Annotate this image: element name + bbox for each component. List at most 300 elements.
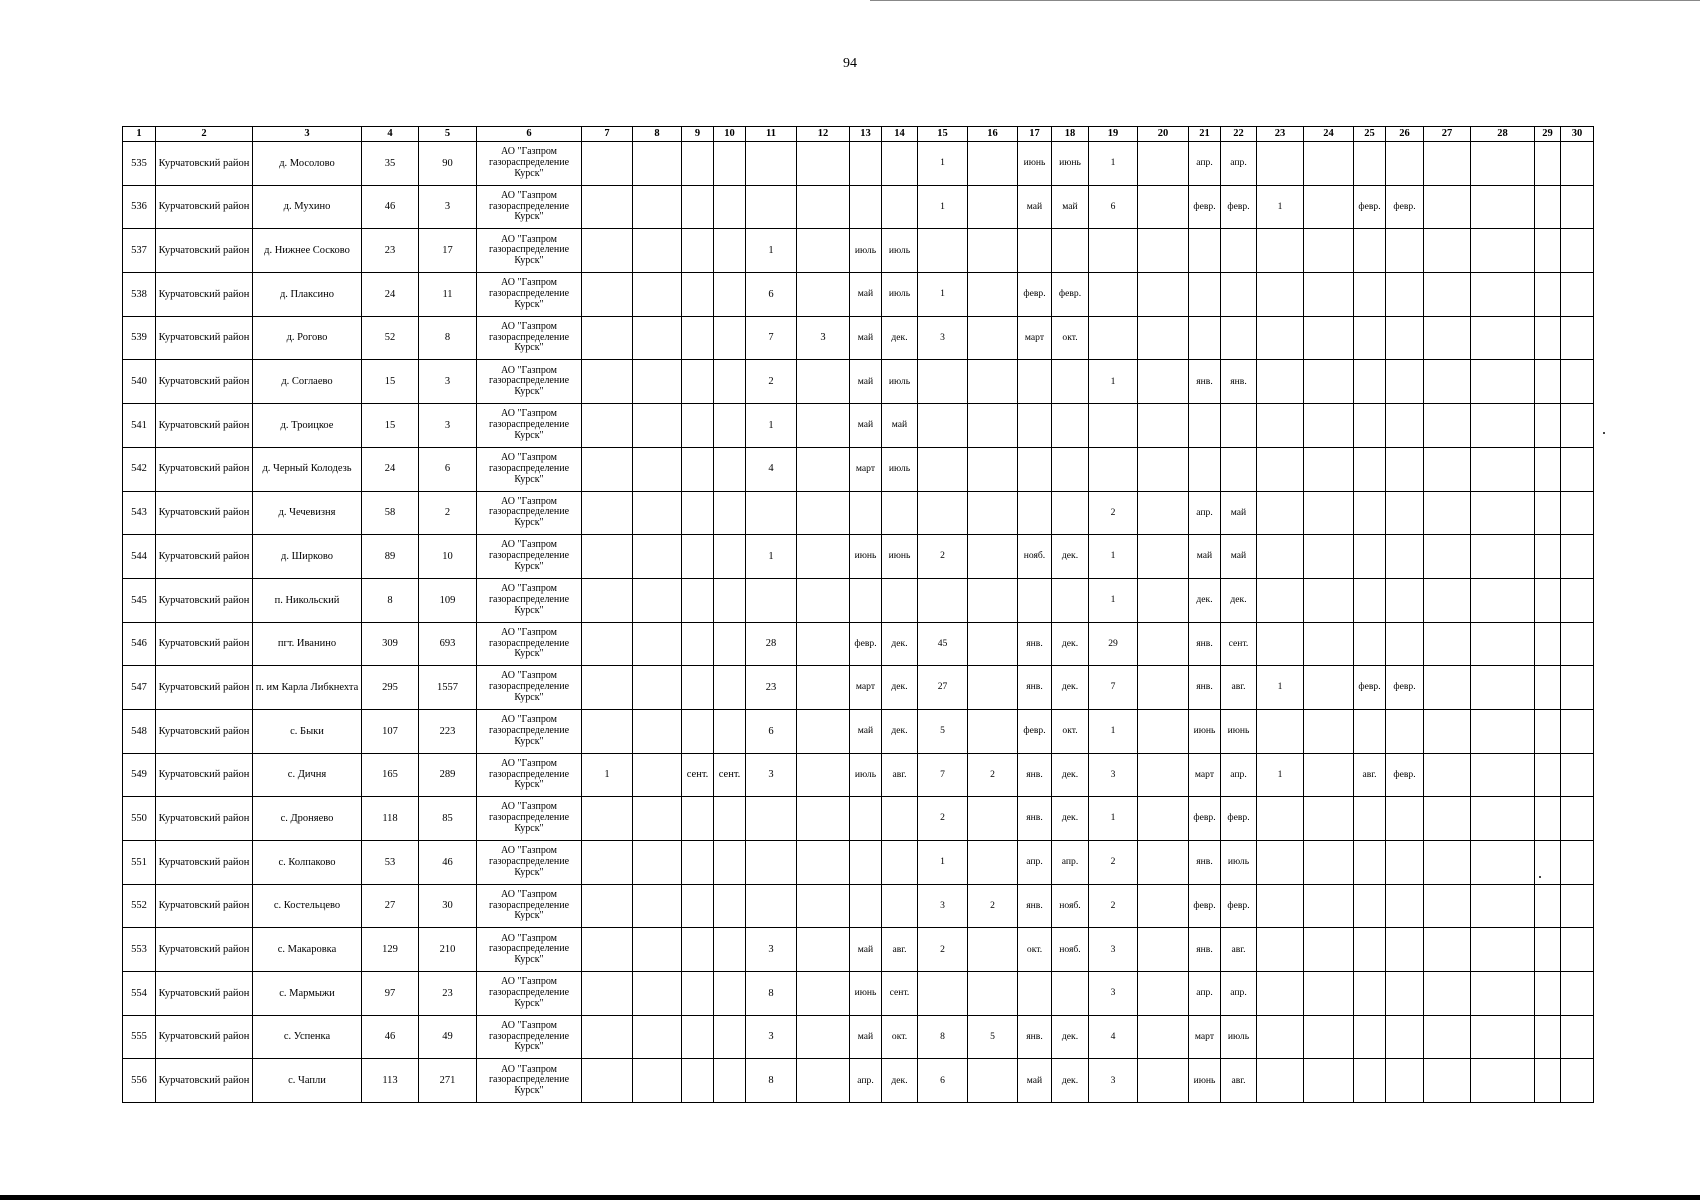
- table-cell: 58: [362, 491, 419, 535]
- table-cell: [1561, 316, 1594, 360]
- table-cell: 2: [419, 491, 477, 535]
- table-cell: [1471, 229, 1535, 273]
- table-cell: [682, 1059, 714, 1103]
- column-header-5: 5: [419, 127, 477, 142]
- table-cell: дек.: [1189, 578, 1221, 622]
- table-cell: с. Колпаково: [253, 841, 362, 885]
- table-cell: [682, 797, 714, 841]
- table-cell: май: [850, 709, 882, 753]
- column-header-15: 15: [918, 127, 968, 142]
- table-cell: [968, 709, 1018, 753]
- table-cell: Курчатовский район: [156, 447, 253, 491]
- table-cell: 11: [419, 273, 477, 317]
- table-cell: [1424, 142, 1471, 186]
- table-cell: [1354, 360, 1386, 404]
- table-cell: [797, 928, 850, 972]
- table-cell: [797, 753, 850, 797]
- table-cell: Курчатовский район: [156, 360, 253, 404]
- table-cell: [968, 404, 1018, 448]
- table-cell: [968, 535, 1018, 579]
- table-cell: [1354, 709, 1386, 753]
- table-cell: 28: [746, 622, 797, 666]
- table-cell: 549: [123, 753, 156, 797]
- table-cell: янв.: [1018, 666, 1052, 710]
- table-cell: 2: [746, 360, 797, 404]
- table-cell: Курчатовский район: [156, 535, 253, 579]
- table-cell: 551: [123, 841, 156, 885]
- table-cell: [1535, 447, 1561, 491]
- table-cell: 542: [123, 447, 156, 491]
- table-cell: [1386, 491, 1424, 535]
- table-cell: [1561, 753, 1594, 797]
- table-cell: [582, 447, 633, 491]
- table-cell: янв.: [1189, 928, 1221, 972]
- table-cell: [714, 709, 746, 753]
- table-cell: [1138, 884, 1189, 928]
- table-cell: [1304, 709, 1354, 753]
- table-cell: май: [1221, 491, 1257, 535]
- table-cell: [633, 491, 682, 535]
- table-cell: 6: [746, 709, 797, 753]
- table-row: [123, 404, 1594, 448]
- table-cell: 7: [1089, 666, 1138, 710]
- table-cell: [1386, 972, 1424, 1016]
- table-row: [123, 884, 1594, 928]
- table-cell: [797, 142, 850, 186]
- table-cell: [1471, 360, 1535, 404]
- table-cell: 550: [123, 797, 156, 841]
- table-cell: апр.: [1221, 142, 1257, 186]
- table-cell: [714, 1015, 746, 1059]
- table-cell: [1424, 797, 1471, 841]
- table-cell: дек.: [1052, 753, 1089, 797]
- table-body: [123, 142, 1594, 1103]
- column-header-9: 9: [682, 127, 714, 142]
- table-cell: 539: [123, 316, 156, 360]
- table-cell: АО "Газпром газораспределение Курск": [477, 404, 582, 448]
- table-cell: [1354, 578, 1386, 622]
- table-cell: 1: [1089, 797, 1138, 841]
- table-cell: [682, 1015, 714, 1059]
- table-cell: 540: [123, 360, 156, 404]
- table-cell: нояб.: [1018, 535, 1052, 579]
- column-header-28: 28: [1471, 127, 1535, 142]
- table-cell: дек.: [882, 1059, 918, 1103]
- table-cell: [746, 884, 797, 928]
- table-cell: АО "Газпром газораспределение Курск": [477, 229, 582, 273]
- table-cell: [633, 1015, 682, 1059]
- table-cell: [1561, 841, 1594, 885]
- table-cell: дек.: [1052, 797, 1089, 841]
- table-cell: [582, 404, 633, 448]
- table-cell: 295: [362, 666, 419, 710]
- table-row: [123, 753, 1594, 797]
- table-cell: 24: [362, 273, 419, 317]
- table-cell: [797, 404, 850, 448]
- table-cell: февр.: [1052, 273, 1089, 317]
- table-cell: янв.: [1018, 753, 1052, 797]
- table-cell: [1257, 491, 1304, 535]
- table-cell: 271: [419, 1059, 477, 1103]
- table-cell: [714, 229, 746, 273]
- table-cell: [682, 142, 714, 186]
- table-cell: [1052, 578, 1089, 622]
- table-cell: апр.: [1221, 753, 1257, 797]
- table-cell: окт.: [1052, 709, 1089, 753]
- table-cell: 90: [419, 142, 477, 186]
- table-cell: 53: [362, 841, 419, 885]
- table-cell: [633, 185, 682, 229]
- table-cell: апр.: [1189, 972, 1221, 1016]
- table-cell: 223: [419, 709, 477, 753]
- table-cell: АО "Газпром газораспределение Курск": [477, 535, 582, 579]
- table-cell: июнь: [1221, 709, 1257, 753]
- table-cell: 1: [1089, 709, 1138, 753]
- table-cell: [1257, 622, 1304, 666]
- table-cell: [1471, 316, 1535, 360]
- table-cell: 45: [918, 622, 968, 666]
- table-cell: 29: [1089, 622, 1138, 666]
- table-cell: [682, 491, 714, 535]
- table-cell: [1424, 841, 1471, 885]
- table-cell: [850, 142, 882, 186]
- table-cell: [968, 447, 1018, 491]
- table-cell: 1: [746, 229, 797, 273]
- table-cell: [582, 972, 633, 1016]
- table-cell: АО "Газпром газораспределение Курск": [477, 491, 582, 535]
- table-cell: [918, 447, 968, 491]
- table-cell: Курчатовский район: [156, 491, 253, 535]
- table-cell: [714, 273, 746, 317]
- table-cell: [582, 229, 633, 273]
- table-cell: [1304, 229, 1354, 273]
- table-cell: с. Костельцево: [253, 884, 362, 928]
- table-cell: АО "Газпром газораспределение Курск": [477, 709, 582, 753]
- table-cell: [850, 884, 882, 928]
- table-cell: АО "Газпром газораспределение Курск": [477, 316, 582, 360]
- table-cell: [1018, 578, 1052, 622]
- table-cell: с. Чапли: [253, 1059, 362, 1103]
- table-cell: 97: [362, 972, 419, 1016]
- table-cell: [1018, 972, 1052, 1016]
- table-cell: 1: [918, 185, 968, 229]
- table-cell: июль: [882, 360, 918, 404]
- table-cell: 2: [1089, 884, 1138, 928]
- table-cell: [1354, 841, 1386, 885]
- table-cell: [1138, 404, 1189, 448]
- table-cell: [797, 797, 850, 841]
- table-cell: [1189, 273, 1221, 317]
- table-cell: с. Мармыжи: [253, 972, 362, 1016]
- table-cell: с. Успенка: [253, 1015, 362, 1059]
- table-cell: [1354, 447, 1386, 491]
- table-cell: [882, 578, 918, 622]
- table-cell: 23: [419, 972, 477, 1016]
- column-header-19: 19: [1089, 127, 1138, 142]
- table-cell: [882, 841, 918, 885]
- table-cell: дек.: [882, 666, 918, 710]
- table-row: [123, 622, 1594, 666]
- table-cell: [1221, 229, 1257, 273]
- table-cell: янв.: [1018, 1015, 1052, 1059]
- table-cell: [1304, 1015, 1354, 1059]
- table-cell: [682, 928, 714, 972]
- table-cell: д. Мухино: [253, 185, 362, 229]
- table-cell: 1557: [419, 666, 477, 710]
- table-cell: май: [1221, 535, 1257, 579]
- table-cell: [582, 666, 633, 710]
- table-cell: [1535, 229, 1561, 273]
- table-cell: [1471, 884, 1535, 928]
- table-cell: [797, 229, 850, 273]
- table-cell: апр.: [850, 1059, 882, 1103]
- table-cell: [633, 928, 682, 972]
- table-cell: [797, 1059, 850, 1103]
- table-cell: 693: [419, 622, 477, 666]
- table-cell: [1561, 447, 1594, 491]
- table-cell: [968, 360, 1018, 404]
- table-cell: 8: [746, 1059, 797, 1103]
- column-header-6: 6: [477, 127, 582, 142]
- table-cell: [1561, 142, 1594, 186]
- table-cell: [1386, 1015, 1424, 1059]
- table-cell: янв.: [1018, 622, 1052, 666]
- table-cell: [1018, 229, 1052, 273]
- table-cell: [1138, 666, 1189, 710]
- table-cell: д. Троицкое: [253, 404, 362, 448]
- table-cell: 1: [1089, 578, 1138, 622]
- table-cell: янв.: [1221, 360, 1257, 404]
- table-cell: [682, 578, 714, 622]
- table-cell: 1: [1257, 185, 1304, 229]
- column-header-24: 24: [1304, 127, 1354, 142]
- table-cell: авг.: [1354, 753, 1386, 797]
- table-cell: [1138, 578, 1189, 622]
- table-row: [123, 273, 1594, 317]
- table-cell: [797, 360, 850, 404]
- table-cell: [1424, 360, 1471, 404]
- table-cell: с. Быки: [253, 709, 362, 753]
- table-cell: 289: [419, 753, 477, 797]
- table-cell: [1304, 578, 1354, 622]
- table-cell: 6: [918, 1059, 968, 1103]
- table-cell: [714, 797, 746, 841]
- table-cell: 547: [123, 666, 156, 710]
- table-cell: д. Чечевизня: [253, 491, 362, 535]
- table-cell: [1471, 666, 1535, 710]
- table-cell: Курчатовский район: [156, 229, 253, 273]
- table-cell: [797, 884, 850, 928]
- table-cell: [1424, 316, 1471, 360]
- table-cell: [1018, 447, 1052, 491]
- table-cell: [1257, 447, 1304, 491]
- table-cell: 544: [123, 535, 156, 579]
- table-cell: [1424, 1059, 1471, 1103]
- table-cell: 1: [918, 841, 968, 885]
- table-cell: [682, 447, 714, 491]
- table-cell: Курчатовский район: [156, 797, 253, 841]
- table-cell: 1: [746, 404, 797, 448]
- table-row: [123, 360, 1594, 404]
- table-cell: [1354, 1059, 1386, 1103]
- table-cell: Курчатовский район: [156, 185, 253, 229]
- table-cell: май: [850, 316, 882, 360]
- table-cell: нояб.: [1052, 928, 1089, 972]
- table-cell: [633, 622, 682, 666]
- table-cell: АО "Газпром газораспределение Курск": [477, 753, 582, 797]
- table-cell: 46: [362, 185, 419, 229]
- table-cell: окт.: [882, 1015, 918, 1059]
- table-cell: [633, 404, 682, 448]
- table-cell: 1: [1089, 535, 1138, 579]
- table-cell: [633, 753, 682, 797]
- table-cell: [1189, 447, 1221, 491]
- table-cell: [682, 316, 714, 360]
- table-cell: [968, 841, 1018, 885]
- column-header-10: 10: [714, 127, 746, 142]
- table-cell: Курчатовский район: [156, 841, 253, 885]
- table-cell: 8: [746, 972, 797, 1016]
- table-cell: 23: [362, 229, 419, 273]
- table-cell: сент.: [882, 972, 918, 1016]
- table-cell: [633, 229, 682, 273]
- table-cell: май: [850, 928, 882, 972]
- column-header-16: 16: [968, 127, 1018, 142]
- table-cell: 49: [419, 1015, 477, 1059]
- table-cell: [1386, 273, 1424, 317]
- column-header-27: 27: [1424, 127, 1471, 142]
- table-cell: д. Ширково: [253, 535, 362, 579]
- table-cell: 6: [419, 447, 477, 491]
- table-cell: [1386, 142, 1424, 186]
- table-cell: 3: [1089, 1059, 1138, 1103]
- table-cell: д. Черный Колодезь: [253, 447, 362, 491]
- table-cell: [1424, 491, 1471, 535]
- table-cell: [582, 491, 633, 535]
- table-cell: [633, 447, 682, 491]
- table-cell: [1138, 1059, 1189, 1103]
- table-cell: [918, 229, 968, 273]
- table-cell: Курчатовский район: [156, 753, 253, 797]
- table-cell: [850, 578, 882, 622]
- table-cell: 3: [1089, 753, 1138, 797]
- table-cell: [1561, 404, 1594, 448]
- table-cell: февр.: [1018, 273, 1052, 317]
- table-cell: [1052, 404, 1089, 448]
- table-cell: [1471, 273, 1535, 317]
- table-cell: [1354, 316, 1386, 360]
- table-cell: [633, 535, 682, 579]
- table-cell: [633, 1059, 682, 1103]
- table-cell: [682, 841, 714, 885]
- table-cell: [1386, 841, 1424, 885]
- table-cell: [1018, 491, 1052, 535]
- table-cell: [968, 273, 1018, 317]
- table-cell: [582, 928, 633, 972]
- table-cell: [582, 1059, 633, 1103]
- table-cell: 1: [1089, 142, 1138, 186]
- table-cell: [1138, 535, 1189, 579]
- table-cell: [1221, 316, 1257, 360]
- table-cell: [1052, 229, 1089, 273]
- table-cell: [1386, 578, 1424, 622]
- table-cell: [1018, 360, 1052, 404]
- table-cell: АО "Газпром газораспределение Курск": [477, 578, 582, 622]
- table-cell: [1138, 142, 1189, 186]
- table-cell: [582, 622, 633, 666]
- table-cell: 1: [918, 142, 968, 186]
- table-cell: [1561, 1015, 1594, 1059]
- table-cell: 2: [918, 535, 968, 579]
- table-cell: апр.: [1189, 142, 1221, 186]
- table-cell: июль: [1221, 841, 1257, 885]
- table-cell: [1257, 884, 1304, 928]
- table-cell: 552: [123, 884, 156, 928]
- table-cell: [714, 316, 746, 360]
- table-cell: АО "Газпром газораспределение Курск": [477, 185, 582, 229]
- table-cell: февр.: [1189, 797, 1221, 841]
- table-cell: [1089, 273, 1138, 317]
- table-cell: 27: [362, 884, 419, 928]
- table-cell: [682, 972, 714, 1016]
- table-cell: 3: [746, 1015, 797, 1059]
- table-cell: [882, 491, 918, 535]
- table-cell: [633, 797, 682, 841]
- table-cell: АО "Газпром газораспределение Курск": [477, 841, 582, 885]
- table-cell: июль: [850, 753, 882, 797]
- table-cell: [1535, 404, 1561, 448]
- table-cell: март: [1189, 1015, 1221, 1059]
- table-cell: [968, 578, 1018, 622]
- table-cell: [850, 841, 882, 885]
- table-cell: АО "Газпром газораспределение Курск": [477, 928, 582, 972]
- column-header-22: 22: [1221, 127, 1257, 142]
- table-cell: [1221, 404, 1257, 448]
- table-cell: [1535, 185, 1561, 229]
- table-cell: [1138, 709, 1189, 753]
- table-cell: 553: [123, 928, 156, 972]
- table-cell: АО "Газпром газораспределение Курск": [477, 622, 582, 666]
- table-cell: Курчатовский район: [156, 142, 253, 186]
- table-cell: [1221, 273, 1257, 317]
- table-cell: 1: [918, 273, 968, 317]
- table-cell: 17: [419, 229, 477, 273]
- table-cell: 1: [746, 535, 797, 579]
- table-cell: 27: [918, 666, 968, 710]
- table-cell: [797, 447, 850, 491]
- table-cell: [1257, 360, 1304, 404]
- table-cell: апр.: [1052, 841, 1089, 885]
- table-cell: [1535, 753, 1561, 797]
- table-cell: [1535, 1015, 1561, 1059]
- table-cell: д. Рогово: [253, 316, 362, 360]
- table-cell: [682, 273, 714, 317]
- table-cell: февр.: [1354, 666, 1386, 710]
- table-cell: [1535, 666, 1561, 710]
- table-cell: [1386, 229, 1424, 273]
- table-row: [123, 1015, 1594, 1059]
- table-cell: [797, 709, 850, 753]
- table-cell: [582, 797, 633, 841]
- table-cell: февр.: [1221, 884, 1257, 928]
- column-header-18: 18: [1052, 127, 1089, 142]
- table-cell: авг.: [1221, 666, 1257, 710]
- table-cell: [1561, 928, 1594, 972]
- table-cell: 89: [362, 535, 419, 579]
- table-cell: [633, 142, 682, 186]
- page-number: 94: [843, 56, 857, 71]
- table-cell: окт.: [1052, 316, 1089, 360]
